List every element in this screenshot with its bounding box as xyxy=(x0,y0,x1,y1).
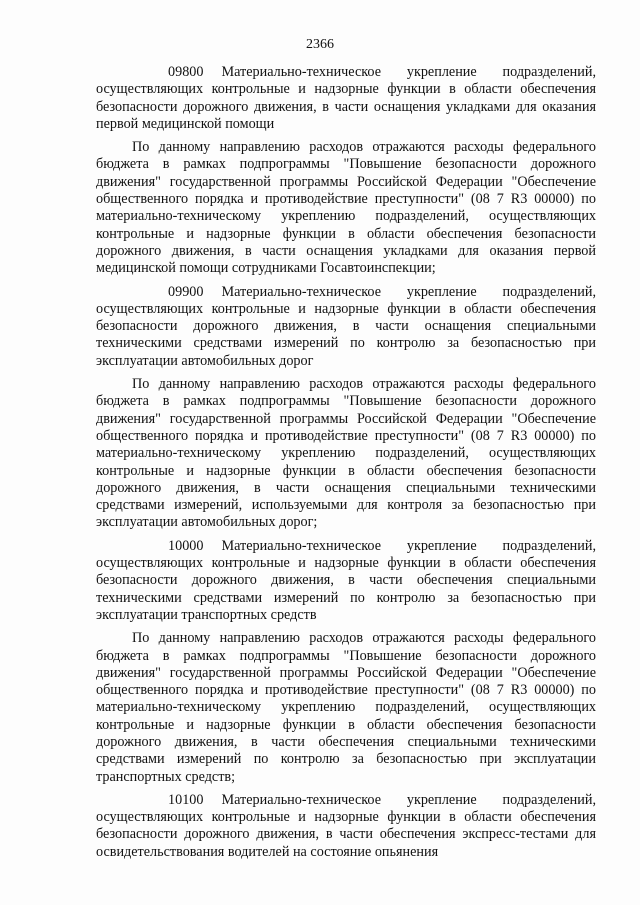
paragraph-10100 xyxy=(96,792,596,861)
paragraph-text: По данному направлению расходов отражаются расходы федерального бюджета в рамках подпрограммы "Повышение безопасности дорожного движения" государственной программы Российской Федерации "Обеспечение общественного порядка и противодействие преступности" (08 7 R3 00000) по материально-техническому укреплению подразделений, осуществляющих контрольные и надзорные функции в области обеспечения безопасности дорожного движения, в части обеспечения специальными техническими средствами измерений по контролю за безопасностью при эксплуатации транспортных средств; xyxy=(96,630,596,785)
paragraph-text: Материально-техническое укрепление подразделений, осуществляющих контрольные и надзорные функции в области обеспечения безопасности дорожного движения, в части оснащения специальными техническими средствами измерений по контролю за безопасностью при эксплуатации автомобильных дорог xyxy=(96,283,596,369)
paragraph-description xyxy=(96,630,596,786)
paragraph-description xyxy=(96,139,596,277)
expense-code: 09900 xyxy=(168,283,204,300)
paragraph-09800 xyxy=(96,64,596,133)
page-number: 2366 xyxy=(306,37,334,52)
paragraph-10000 xyxy=(96,538,596,624)
paragraph-description xyxy=(96,376,596,532)
paragraph-text: По данному направлению расходов отражаются расходы федерального бюджета в рамках подпрограммы "Повышение безопасности дорожного движения" государственной программы Российской Федерации "Обеспечение общественного порядка и противодействие преступности" (08 7 R3 00000) по материально-техническому укреплению подразделений, осуществляющих контрольные и надзорные функции в области обеспечения безопасности дорожного движения, в части оснащения специальными техническими средствами измерений, используемыми для контроля за безопасностью при эксплуатации автомобильных дорог; xyxy=(96,376,596,531)
paragraph-text: Материально-техническое укрепление подразделений, осуществляющих контрольные и надзорные функции в области обеспечения безопасности дорожного движения, в части обеспечения экспресс-тестами для освидетельствования водителей на состояние опьянения xyxy=(96,791,596,860)
paragraph-text: Материально-техническое укрепление подразделений, осуществляющих контрольные и надзорные функции в области обеспечения безопасности дорожного движения, в части оснащения укладками для оказания первой медицинской помощи xyxy=(96,64,596,132)
paragraph-text: По данному направлению расходов отражаются расходы федерального бюджета в рамках подпрограммы "Повышение безопасности дорожного движения" государственной программы Российской Федерации "Обеспечение общественного порядка и противодействие преступности" (08 7 R3 00000) по материально-техническому укреплению подразделений, осуществляющих контрольные и надзорные функции в области обеспечения безопасности дорожного движения, в части оснащения укладками для оказания первой медицинской помощи сотрудниками Госавтоинспекции; xyxy=(96,139,596,277)
paragraph-text: Материально-техническое укрепление подразделений, осуществляющих контрольные и надзорные функции в области обеспечения безопасности дорожного движения, в части обеспечения специальными техническими средствами измерений по контролю за безопасностью при эксплуатации транспортных средств xyxy=(96,537,596,623)
paragraph-09900 xyxy=(96,284,596,370)
document-body xyxy=(96,64,596,867)
expense-code: 10000 xyxy=(168,537,204,554)
expense-code: 09800 xyxy=(168,64,204,80)
expense-code: 10100 xyxy=(168,791,204,808)
